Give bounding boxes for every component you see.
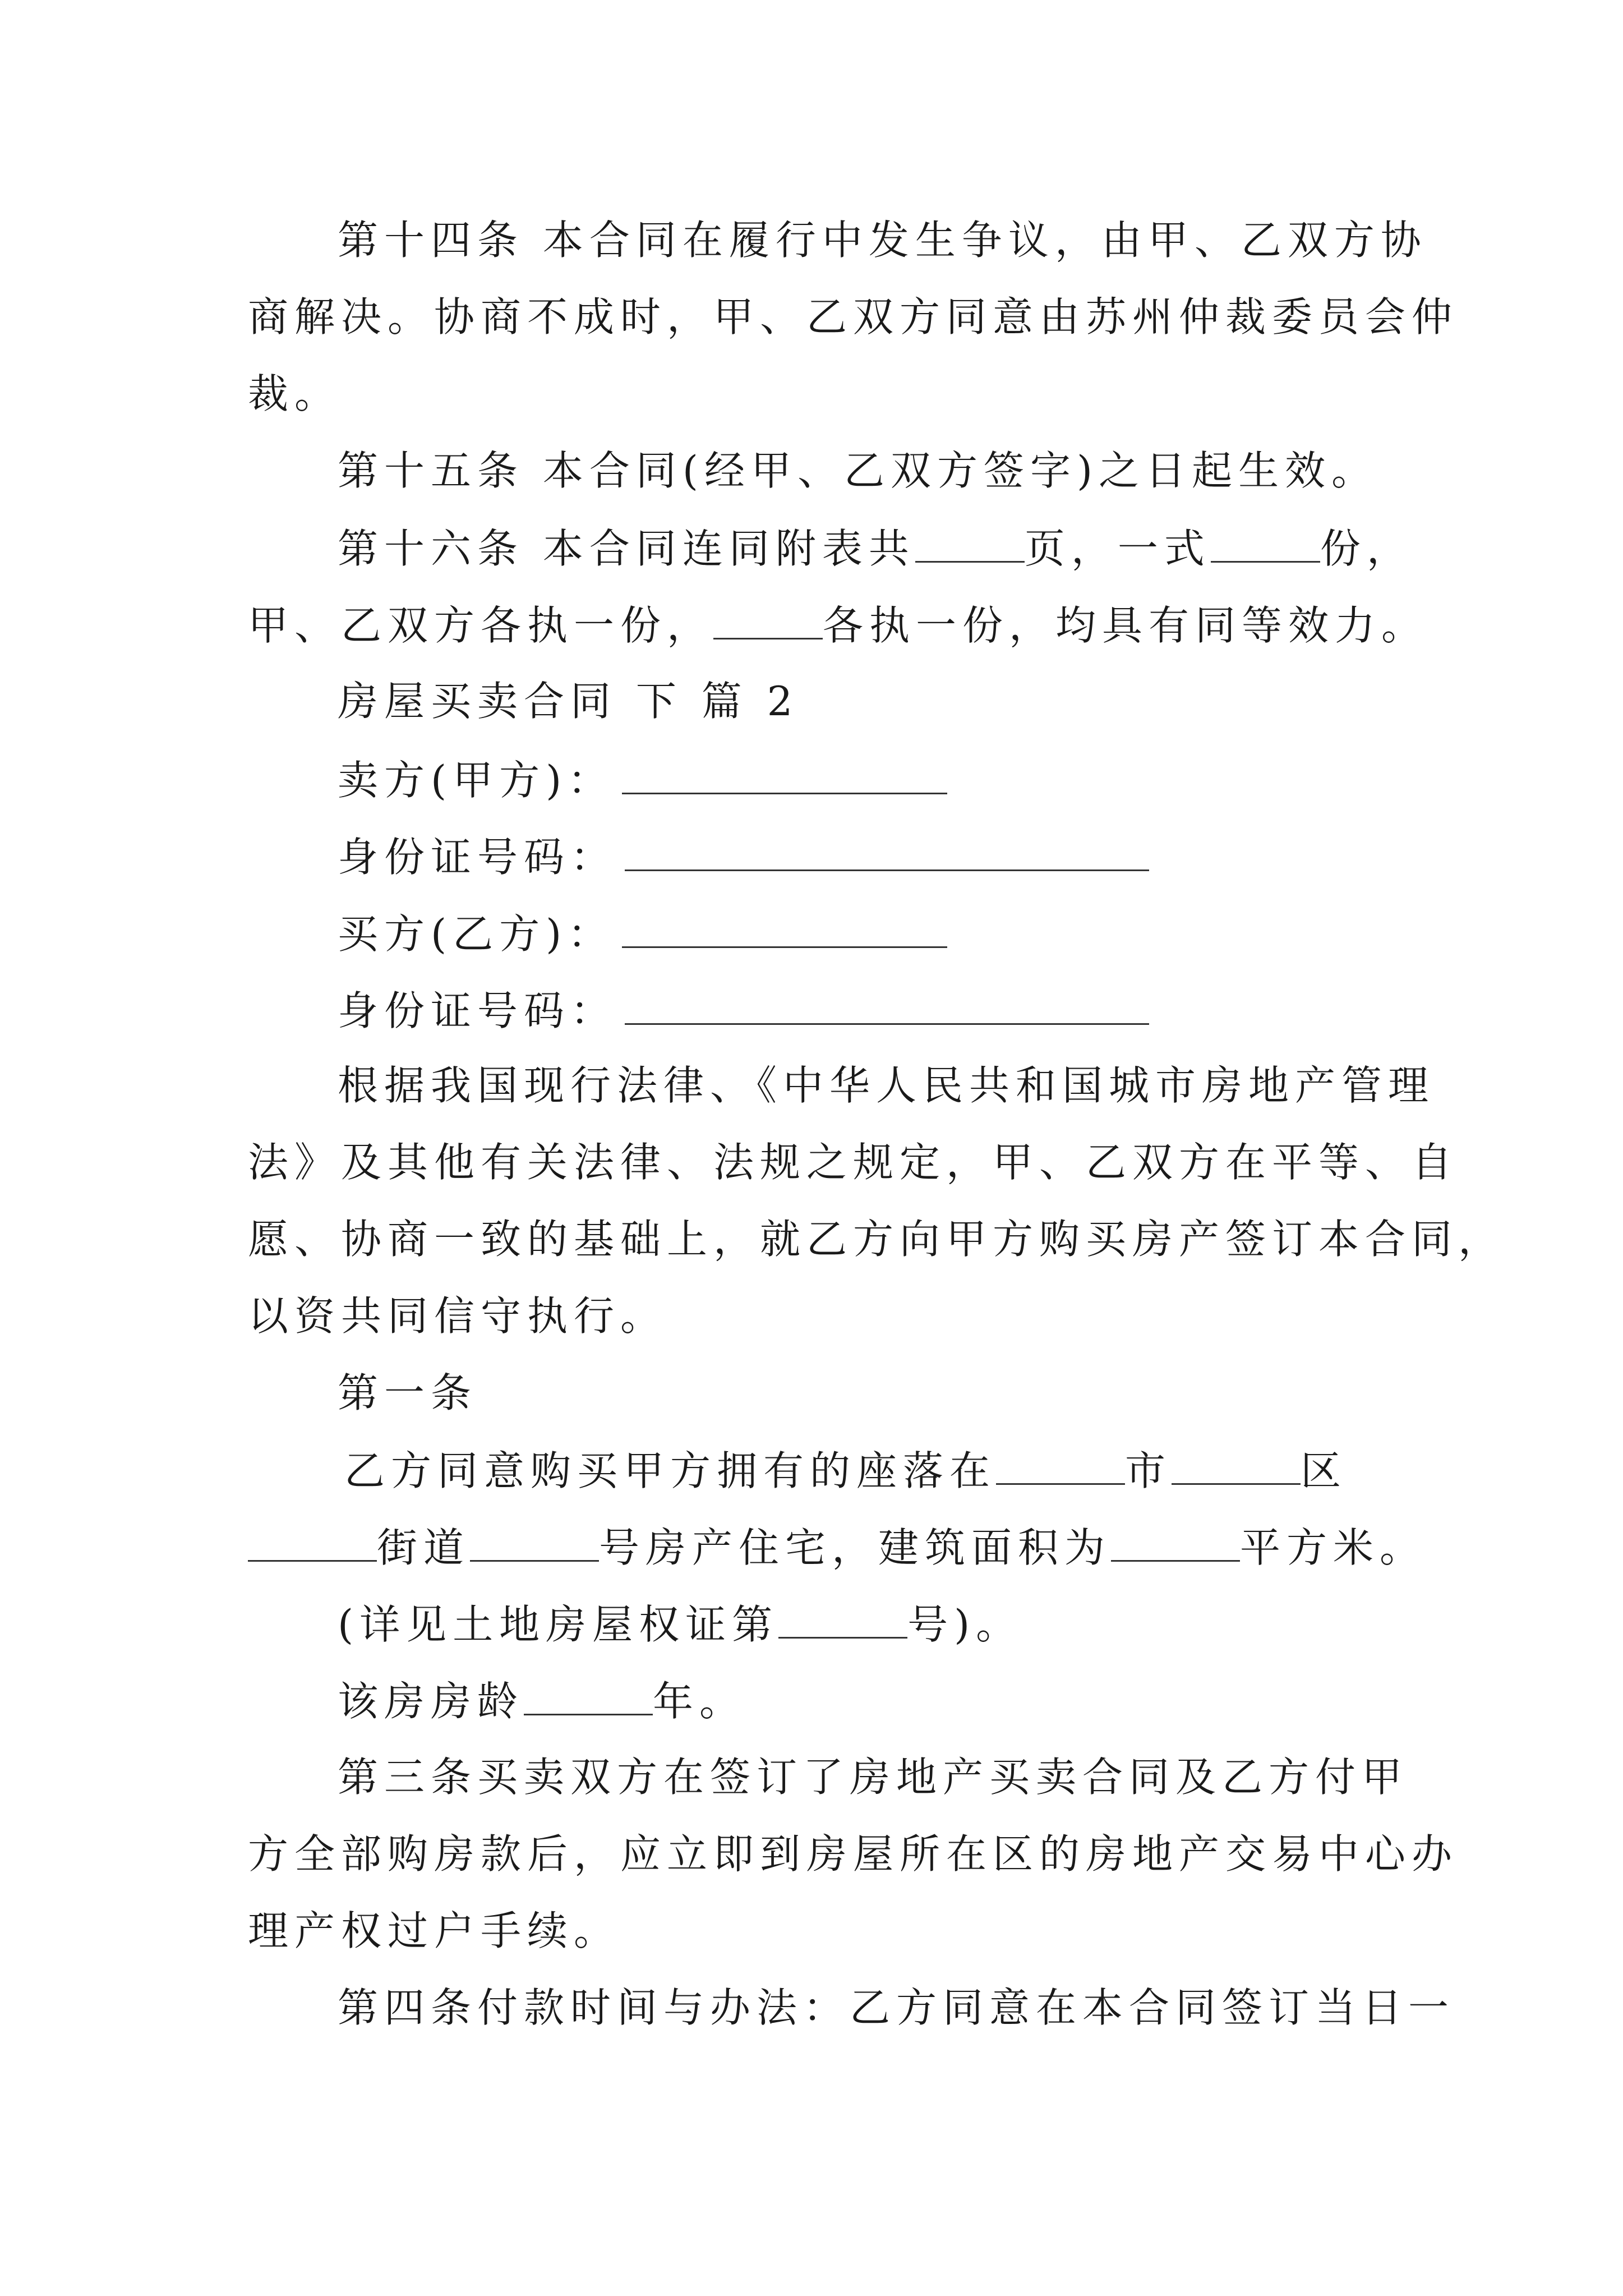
blank-other-party: [713, 604, 823, 639]
preamble-line-4: 以资共同信守执行。: [248, 1292, 667, 1340]
article-1-line-3: [338, 1601, 1470, 1648]
blank-city: [996, 1450, 1125, 1485]
seller-id-row: [338, 834, 1470, 881]
buyer-id-row: [338, 987, 1470, 1034]
article-15: 第十五条 本合同(经甲、乙双方签字)之日起生效。: [338, 447, 1378, 494]
blank-certificate-number: [778, 1603, 907, 1639]
article-3-line-2: 方全部购房款后，应立即到房屋所在区的房地产交易中心办: [248, 1830, 1459, 1878]
buyer-id-label: 身份证号码：: [338, 987, 617, 1034]
seller-row: [338, 757, 1470, 804]
seller-label: 卖方(甲方)：: [338, 757, 615, 804]
article-14-line-1: 第十四条 本合同在履行中发生争议，由甲、乙双方协: [338, 217, 1427, 264]
seller-field: [622, 758, 947, 794]
preamble-line-3: 愿、协商一致的基础上，就乙方向甲方购买房产签订本合同，: [248, 1216, 1505, 1263]
section-title: 房屋买卖合同 下 篇 2: [338, 678, 799, 725]
buyer-field: [622, 912, 947, 948]
buyer-id-field: [625, 988, 1149, 1025]
article-16-text-a: 第十六条 本合同连同附表共: [338, 525, 915, 572]
article-16-text-e: 各执一份，均具有同等效力。: [823, 602, 1428, 649]
seller-id-label: 身份证号码：: [338, 834, 617, 881]
blank-number: [470, 1526, 599, 1562]
buyer-row: [338, 910, 1470, 958]
preamble-line-1: 根据我国现行法律、《中华人民共和国城市房地产管理: [338, 1062, 1435, 1109]
article-1-text-b: 市: [1125, 1447, 1172, 1494]
article-4-line-1: 第四条付款时间与办法：乙方同意在本合同签订当日一: [338, 1984, 1455, 2031]
article-1-text-c: 区: [1301, 1447, 1348, 1494]
article-1-text-f: 平方米。: [1240, 1524, 1427, 1571]
blank-area: [1111, 1526, 1240, 1562]
article-2-text-a: 该房房龄: [338, 1678, 524, 1725]
article-16-text-b: 页，一式: [1024, 525, 1211, 572]
article-1-title: 第一条: [338, 1369, 478, 1416]
blank-page-count: [915, 527, 1025, 563]
blank-copy-count: [1211, 527, 1320, 563]
buyer-label: 买方(乙方)：: [338, 910, 615, 958]
article-14-line-2: 商解决。协商不成时，甲、乙双方同意由苏州仲裁委员会仲: [248, 293, 1459, 341]
article-16-line-2: [248, 602, 1428, 649]
article-1-text-e: 号房产住宅，建筑面积为: [599, 1524, 1112, 1571]
article-16-line-1: [338, 525, 1470, 572]
blank-street: [248, 1526, 377, 1562]
preamble-line-2: 法》及其他有关法律、法规之规定，甲、乙双方在平等、自: [248, 1139, 1459, 1186]
article-1-text-g: (详见土地房屋权证第: [338, 1601, 779, 1648]
article-1-text-a: 乙方同意购买甲方拥有的座落在: [344, 1447, 997, 1494]
article-2-text-b: 年。: [653, 1678, 746, 1725]
blank-district: [1172, 1450, 1301, 1485]
article-16-text-d: 甲、乙双方各执一份，: [248, 602, 714, 649]
seller-id-field: [625, 835, 1149, 871]
article-1-line-1: [344, 1447, 1477, 1494]
article-1-text-d: 街道: [377, 1524, 471, 1571]
article-3-line-3: 理产权过户手续。: [248, 1907, 621, 1954]
article-16-text-c: 份，: [1320, 525, 1413, 572]
article-2-line: [338, 1678, 1470, 1725]
blank-house-age: [524, 1680, 653, 1715]
article-14-line-3: 裁。: [248, 370, 342, 417]
article-1-text-h: 号)。: [907, 1601, 1023, 1648]
article-1-line-2: [248, 1524, 1427, 1571]
article-3-line-1: 第三条买卖双方在签订了房地产买卖合同及乙方付甲: [338, 1754, 1409, 1801]
